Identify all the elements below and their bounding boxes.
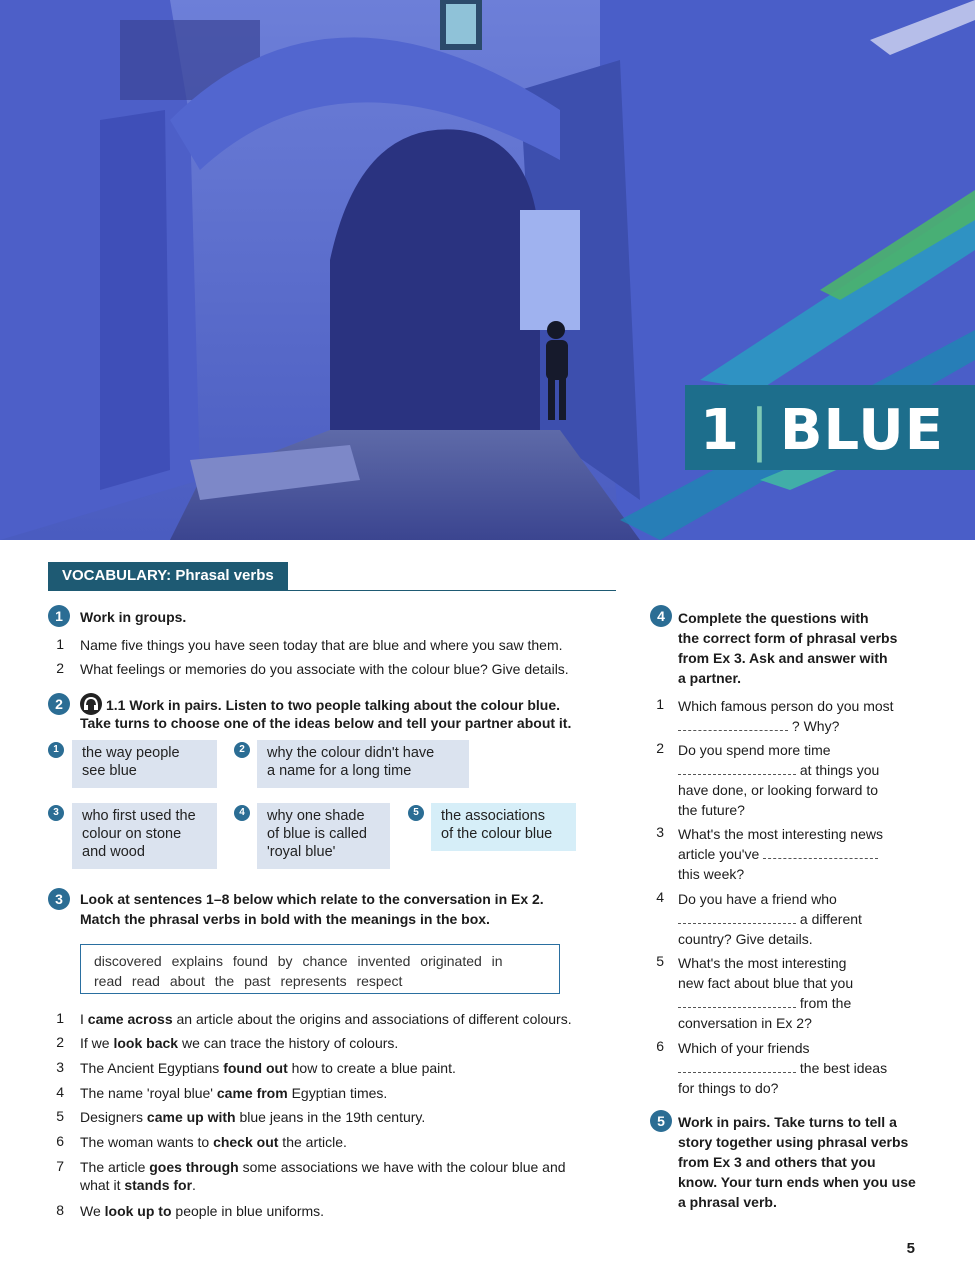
ex3-item-number: 8 (56, 1202, 64, 1218)
answer-blank[interactable] (763, 846, 878, 859)
idea-box: why the colour didn't have a name for a long time (257, 740, 469, 788)
idea-box: the way people see blue (72, 740, 217, 788)
page-number: 5 (906, 1240, 915, 1257)
ex4-question: Do you have a friend who a different country? Give details. (678, 891, 862, 947)
ex4-question: Which of your friends the best ideas for things to do? (678, 1040, 888, 1096)
ex4-question-number: 3 (656, 824, 664, 840)
ex3-sentence: The Ancient Egyptians found out how to create a blue paint. (80, 1060, 456, 1076)
idea-number: 3 (48, 805, 64, 821)
ex3-sentence: The article goes through some associations we have with the colour blue and what it stands for. (80, 1159, 566, 1193)
exercise-3-number: 3 (48, 888, 70, 910)
heading-rule (48, 590, 616, 591)
ex4-question: What's the most interesting news article you've this week? (678, 826, 883, 882)
ex4-question: Which famous person do you most ? Why? (678, 698, 894, 734)
audio-track-number: 1.1 (106, 697, 126, 713)
ex4-question: Do you spend more time at things you have done, or looking forward to the future? (678, 742, 880, 818)
hero-photo (0, 0, 975, 540)
idea-box: why one shade of blue is called 'royal blue' (257, 803, 390, 869)
answer-blank[interactable] (678, 995, 796, 1008)
word-box-line: read read about the past represents respect (94, 973, 403, 989)
exercise-1-number: 1 (48, 605, 70, 627)
ex3-sentence: We look up to people in blue uniforms. (80, 1203, 325, 1219)
ex3-item-number: 7 (56, 1158, 64, 1174)
headphones-icon[interactable] (80, 693, 102, 715)
ex4-question: What's the most interesting new fact about blue that you from the conversation in Ex 2? (678, 955, 854, 1031)
idea-number: 5 (408, 805, 424, 821)
ex3-item-number: 3 (56, 1059, 64, 1075)
exercise-1-instruction: Work in groups. (80, 609, 187, 625)
exercise-2-instruction-line2: Take turns to choose one of the ideas below and tell your partner about it. (80, 715, 572, 731)
exercise-2-instruction: 1.1 Work in pairs. Listen to two people talking about the colour blue. (106, 697, 561, 713)
ex3-sentence: If we look back we can trace the history of colours. (80, 1035, 399, 1051)
exercise-2-number: 2 (48, 693, 70, 715)
ex1-item-number: 2 (56, 660, 64, 676)
idea-number: 4 (234, 805, 250, 821)
exercise-3-instruction: Look at sentences 1–8 below which relate to the conversation in Ex 2. (80, 891, 544, 907)
ex3-sentence: Designers came up with blue jeans in the 19th century. (80, 1109, 426, 1125)
ex1-item-number: 1 (56, 636, 64, 652)
answer-blank[interactable] (678, 911, 796, 924)
idea-number: 1 (48, 742, 64, 758)
ex4-question-number: 4 (656, 889, 664, 905)
ex3-item-number: 1 (56, 1010, 64, 1026)
idea-box: who first used the colour on stone and wood (72, 803, 217, 869)
exercise-3-instruction-line2: Match the phrasal verbs in bold with the meanings in the box. (80, 911, 490, 927)
word-box (80, 944, 560, 994)
word-box-line: discovered explains found by chance invented originated in (94, 953, 503, 969)
idea-number: 2 (234, 742, 250, 758)
ex4-question-number: 1 (656, 696, 664, 712)
exercise-5-number: 5 (650, 1110, 672, 1132)
ex4-question-number: 6 (656, 1038, 664, 1054)
ex3-item-number: 2 (56, 1034, 64, 1050)
ex3-item-number: 5 (56, 1108, 64, 1124)
ex3-sentence: The woman wants to check out the article. (80, 1134, 347, 1150)
vocabulary-heading: VOCABULARY: Phrasal verbs (48, 562, 288, 590)
ex4-question-number: 2 (656, 740, 664, 756)
ex3-sentence: I came across an article about the origins and associations of different colours. (80, 1011, 572, 1027)
ex4-question-number: 5 (656, 953, 664, 969)
answer-blank[interactable] (678, 762, 796, 775)
exercise-5-instruction: Work in pairs. Take turns to tell a story together using phrasal verbs from Ex 3 and others that you know. Your turn ends when you use a phrasal verb. (678, 1114, 916, 1210)
ex3-item-number: 4 (56, 1084, 64, 1100)
idea-box: the associations of the colour blue (431, 803, 576, 851)
ex3-item-number: 6 (56, 1133, 64, 1149)
ex3-sentence: The name 'royal blue' came from Egyptian times. (80, 1085, 388, 1101)
ex1-item-text: What feelings or memories do you associate with the colour blue? Give details. (80, 661, 569, 677)
ex1-item-text: Name five things you have seen today that are blue and where you saw them. (80, 637, 563, 653)
exercise-4-instruction: Complete the questions with the correct form of phrasal verbs from Ex 3. Ask and answer with a partner. (678, 610, 898, 686)
exercise-4-number: 4 (650, 605, 672, 627)
answer-blank[interactable] (678, 1060, 796, 1073)
answer-blank[interactable] (678, 718, 788, 731)
unit-title: 1 | BLUE (700, 398, 944, 463)
